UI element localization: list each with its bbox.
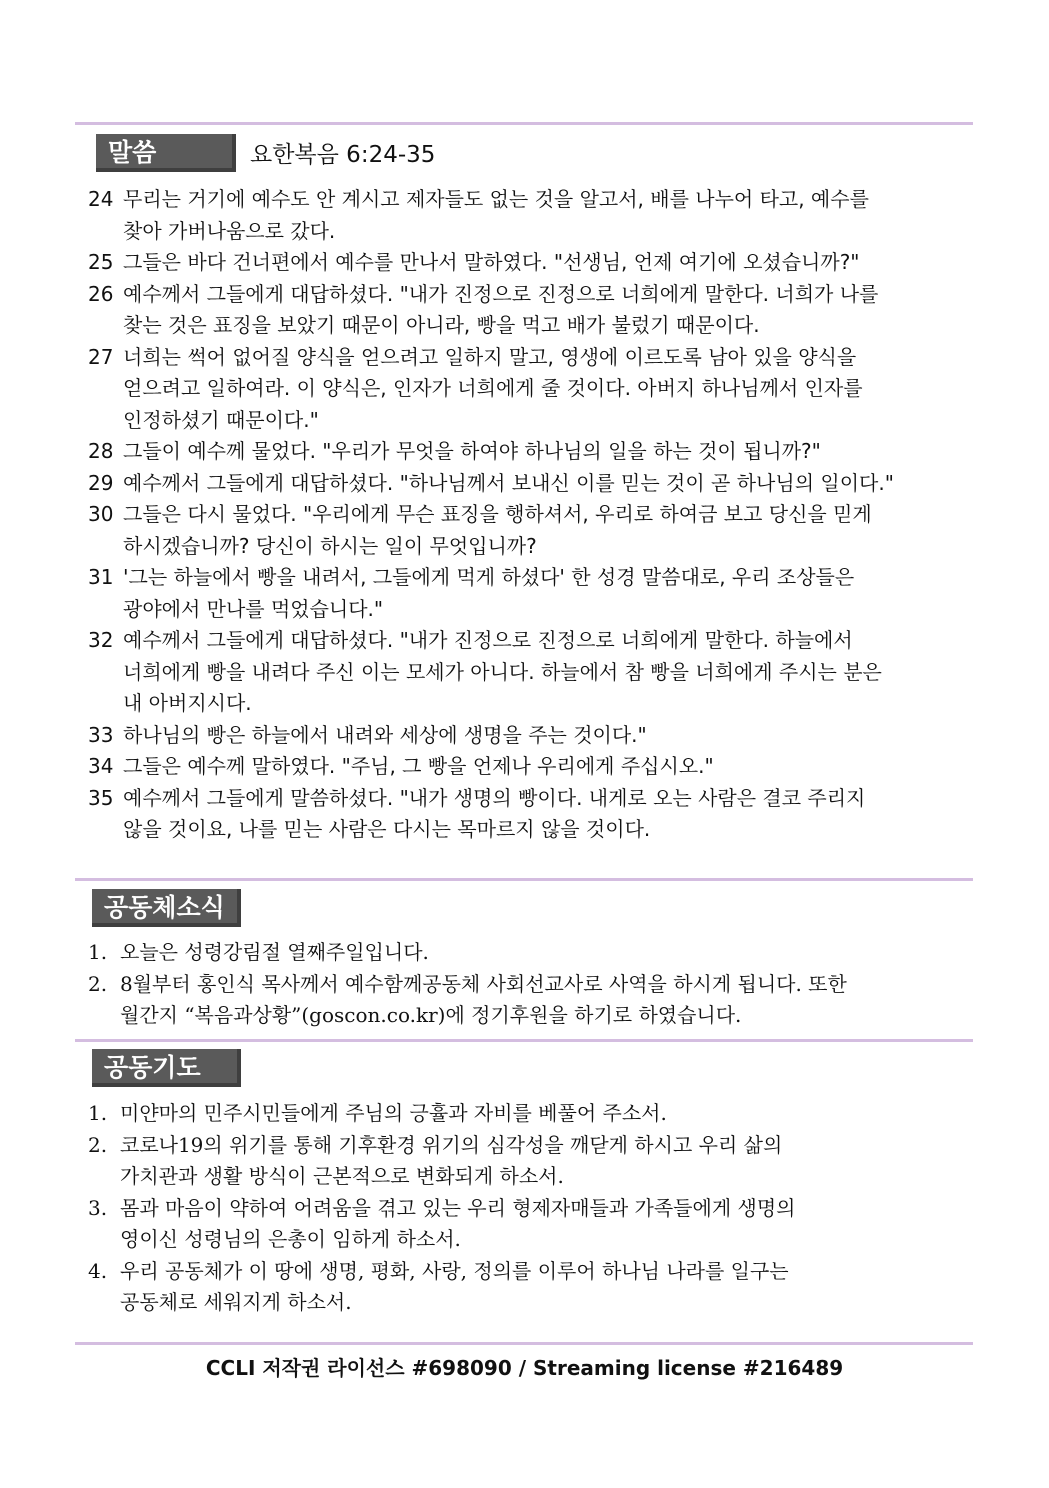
verse-text: 예수께서 그들에게 대답하셨다. "하나님께서 보내신 이를 믿는 것이 곧 하나님의 일이다." [123, 470, 894, 495]
divider-footer [75, 1342, 973, 1345]
news-tag: 공동체소식 [92, 889, 241, 927]
prayer-item [88, 1130, 968, 1193]
divider-top [75, 122, 973, 125]
verse-number: 29 [88, 470, 114, 495]
prayer-list [88, 1098, 968, 1319]
verse-list [88, 184, 968, 846]
verse-number: 28 [88, 439, 114, 463]
divider-prayer [75, 1039, 973, 1042]
verse-item [88, 625, 968, 720]
verse-number: 31 [88, 565, 114, 589]
verse-text: 무리는 거기에 예수도 안 계시고 제자들도 없는 것을 알고서, 배를 나누어 타고, 예수를 찾아 가버나움으로 갔다. [123, 187, 869, 243]
verse-text: 예수께서 그들에게 대답하셨다. "내가 진정으로 진정으로 너희에게 말한다. 하늘에서 너희에게 빵을 내려다 주신 이는 모세가 아니다. 하늘에서 참 빵을 너희에게 주시는 분은 내 아버지시다. [123, 628, 882, 715]
prayer-tag: 공동기도 [92, 1049, 241, 1087]
verse-item [88, 720, 968, 752]
verse-text: 그들은 예수께 말하였다. "주님, 그 빵을 언제나 우리에게 주십시오." [123, 754, 714, 778]
verse-number: 27 [88, 344, 114, 369]
prayer-number: 1. [88, 1101, 108, 1125]
verse-number: 33 [88, 722, 114, 747]
verse-number: 35 [88, 785, 114, 810]
verse-number: 30 [88, 502, 114, 526]
verse-text: 그들은 다시 물었다. "우리에게 무슨 표징을 행하셔서, 우리로 하여금 보고 당신을 믿게 하시겠습니까? 당신이 하시는 일이 무엇입니까? [123, 502, 872, 558]
verse-text: 하나님의 빵은 하늘에서 내려와 세상에 생명을 주는 것이다." [123, 722, 647, 747]
prayer-number: 3. [88, 1195, 108, 1220]
prayer-number: 2. [88, 1132, 108, 1157]
verse-number: 26 [88, 281, 114, 306]
verse-text: '그는 하늘에서 빵을 내려서, 그들에게 먹게 하셨다' 한 성경 말씀대로, 우리 조상들은 광야에서 만나를 먹었습니다." [123, 565, 855, 621]
prayer-item [88, 1256, 968, 1319]
prayer-number: 4. [88, 1258, 108, 1283]
prayer-text: 몸과 마음이 약하여 어려움을 겪고 있는 우리 형제자매들과 가족들에게 생명의 영이신 성령님의 은총이 임하게 하소서. [120, 1195, 796, 1251]
verse-item [88, 436, 968, 468]
verse-item [88, 247, 968, 279]
verse-item [88, 562, 968, 625]
news-number: 1. [88, 940, 108, 964]
verse-item [88, 342, 968, 437]
verse-item [88, 751, 968, 783]
scripture-tag: 말씀 [96, 134, 236, 172]
news-list [88, 937, 968, 1032]
verse-text: 그들은 바다 건너편에서 예수를 만나서 말하였다. "선생님, 언제 여기에 오셨습니까?" [123, 250, 860, 274]
verse-text: 그들이 예수께 물었다. "우리가 무엇을 하여야 하나님의 일을 하는 것이 됩니까?" [123, 439, 821, 463]
verse-number: 32 [88, 628, 114, 652]
verse-text: 예수께서 그들에게 대답하셨다. "내가 진정으로 진정으로 너희에게 말한다. 너희가 나를 찾는 것은 표징을 보았기 때문이 아니라, 빵을 먹고 배가 불렀기 때문이다. [123, 281, 879, 337]
news-text: 오늘은 성령강림절 열째주일입니다. [120, 940, 429, 964]
verse-number: 24 [88, 187, 114, 211]
news-item [88, 969, 968, 1032]
verse-number: 25 [88, 250, 114, 274]
prayer-text: 코로나19의 위기를 통해 기후환경 위기의 심각성을 깨닫게 하시고 우리 삶의 가치관과 생활 방식이 근본적으로 변화되게 하소서. [120, 1132, 783, 1188]
verse-number: 34 [88, 754, 114, 778]
prayer-item [88, 1193, 968, 1256]
verse-text: 예수께서 그들에게 말씀하셨다. "내가 생명의 빵이다. 내게로 오는 사람은 결코 주리지 않을 것이요, 나를 믿는 사람은 다시는 목마르지 않을 것이다. [123, 785, 866, 841]
scripture-reference: 요한복음 6:24-35 [250, 142, 436, 168]
verse-text: 너희는 썩어 없어질 양식을 얻으려고 일하지 말고, 영생에 이르도록 남아 있을 양식을 얻으려고 일하여라. 이 양식은, 인자가 너희에게 줄 것이다. 아버지 하나님께서 인자를 인정하셨기 때문이다." [123, 344, 863, 432]
divider-news [75, 878, 973, 881]
verse-item [88, 184, 968, 247]
news-item [88, 937, 968, 969]
verse-item [88, 468, 968, 500]
verse-item [88, 279, 968, 342]
prayer-item [88, 1098, 968, 1130]
news-text: 8월부터 홍인식 목사께서 예수함께공동체 사회선교사로 사역을 하시게 됩니다. 또한 월간지 “복음과상황”(goscon.co.kr)에 정기후원을 하기로 하였습니다. [120, 971, 847, 1027]
prayer-text: 우리 공동체가 이 땅에 생명, 평화, 사랑, 정의를 이루어 하나님 나라를 일구는 공동체로 세워지게 하소서. [120, 1258, 789, 1314]
verse-item [88, 783, 968, 846]
news-number: 2. [88, 971, 108, 996]
verse-item [88, 499, 968, 562]
license-footer: CCLI 저작권 라이선스 #698090 / Streaming license #216489 [205, 1356, 844, 1380]
prayer-text: 미얀마의 민주시민들에게 주님의 긍휼과 자비를 베풀어 주소서. [120, 1101, 667, 1125]
